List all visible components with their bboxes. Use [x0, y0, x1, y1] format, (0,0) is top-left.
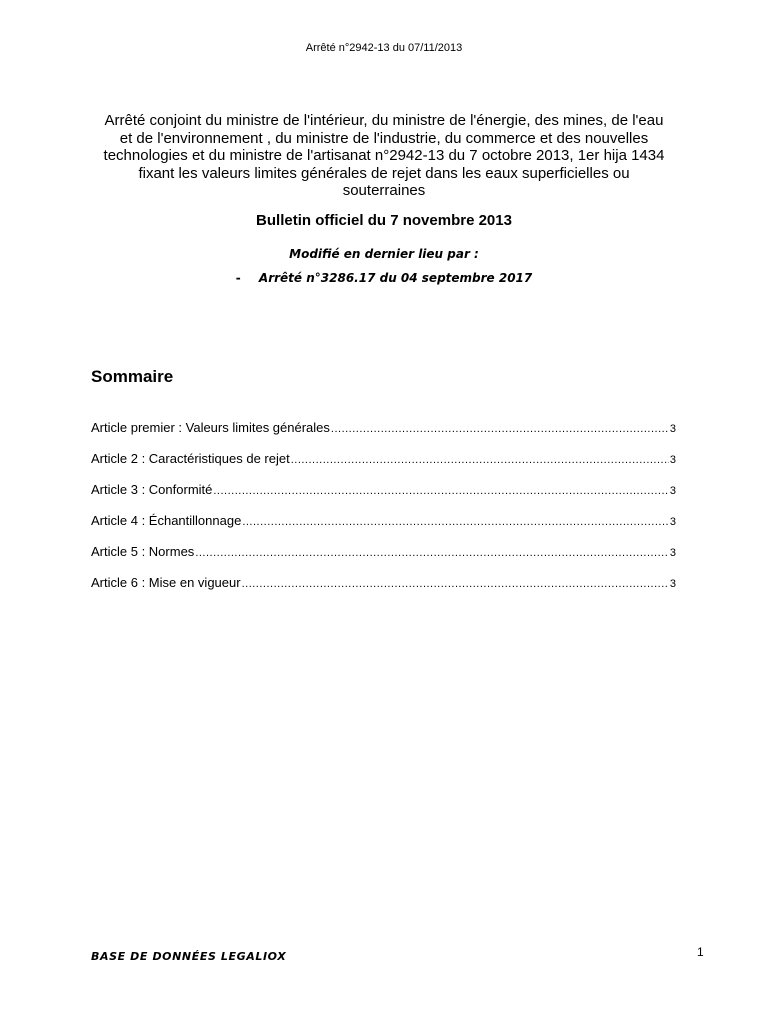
toc-entry-title: Article 2 : Caractéristiques de rejet	[91, 451, 290, 466]
title-line: Arrêté conjoint du ministre de l'intérieur, du ministre de l'énergie, des mines, de l'eau	[104, 112, 664, 129]
bulletin-officiel-date: Bulletin officiel du 7 novembre 2013	[256, 212, 512, 229]
toc-entry-article-6[interactable]	[91, 575, 676, 606]
toc-entry-page: 3	[669, 578, 676, 590]
toc-entry-title: Article premier : Valeurs limites générales	[91, 420, 330, 435]
title-line: technologies et du ministre de l'artisanat n°2942-13 du 7 octobre 2013, 1er hija 1434	[103, 147, 665, 164]
toc-leader-dots	[291, 454, 669, 466]
toc-leader-dots	[213, 485, 669, 497]
toc-entry-page: 3	[669, 547, 676, 559]
footer-database-label: BASE DE DONNÉES LEGALIOX	[91, 950, 287, 963]
table-of-contents	[91, 420, 676, 606]
toc-entry-page: 3	[669, 423, 676, 435]
toc-entry-title: Article 3 : Conformité	[91, 482, 213, 497]
title-line: fixant les valeurs limites générales de rejet dans les eaux superficielles ou	[138, 164, 630, 182]
toc-leader-dots	[331, 423, 669, 435]
document-title	[90, 112, 678, 200]
title-line: et de l'environnement , du ministre de l'industrie, du commerce et des nouvelles	[119, 129, 649, 147]
toc-entry-page: 3	[669, 485, 676, 497]
amendment-item	[0, 271, 768, 285]
toc-entry-article-5[interactable]	[91, 544, 676, 575]
footer-page-number: 1	[697, 945, 704, 959]
toc-heading: Sommaire	[91, 367, 174, 386]
amendment-bullet: -	[235, 271, 241, 285]
toc-entry-title: Article 4 : Échantillonnage	[91, 513, 242, 528]
toc-entry-page: 3	[669, 454, 676, 466]
title-line: souterraines	[342, 182, 426, 199]
toc-entry-article-premier[interactable]	[91, 420, 676, 451]
toc-entry-page: 3	[669, 516, 676, 528]
amendment-text: Arrêté n°3286.17 du 04 septembre 2017	[258, 271, 533, 285]
modified-label: Modifié en dernier lieu par :	[289, 247, 479, 261]
toc-entry-article-2[interactable]	[91, 451, 676, 482]
running-header: Arrêté n°2942-13 du 07/11/2013	[305, 42, 463, 54]
toc-entry-article-3[interactable]	[91, 482, 676, 513]
toc-leader-dots	[242, 516, 669, 528]
toc-leader-dots	[195, 547, 669, 559]
toc-entry-article-4[interactable]	[91, 513, 676, 544]
toc-entry-title: Article 5 : Normes	[91, 544, 195, 559]
toc-leader-dots	[242, 578, 669, 590]
toc-entry-title: Article 6 : Mise en vigueur	[91, 575, 241, 590]
